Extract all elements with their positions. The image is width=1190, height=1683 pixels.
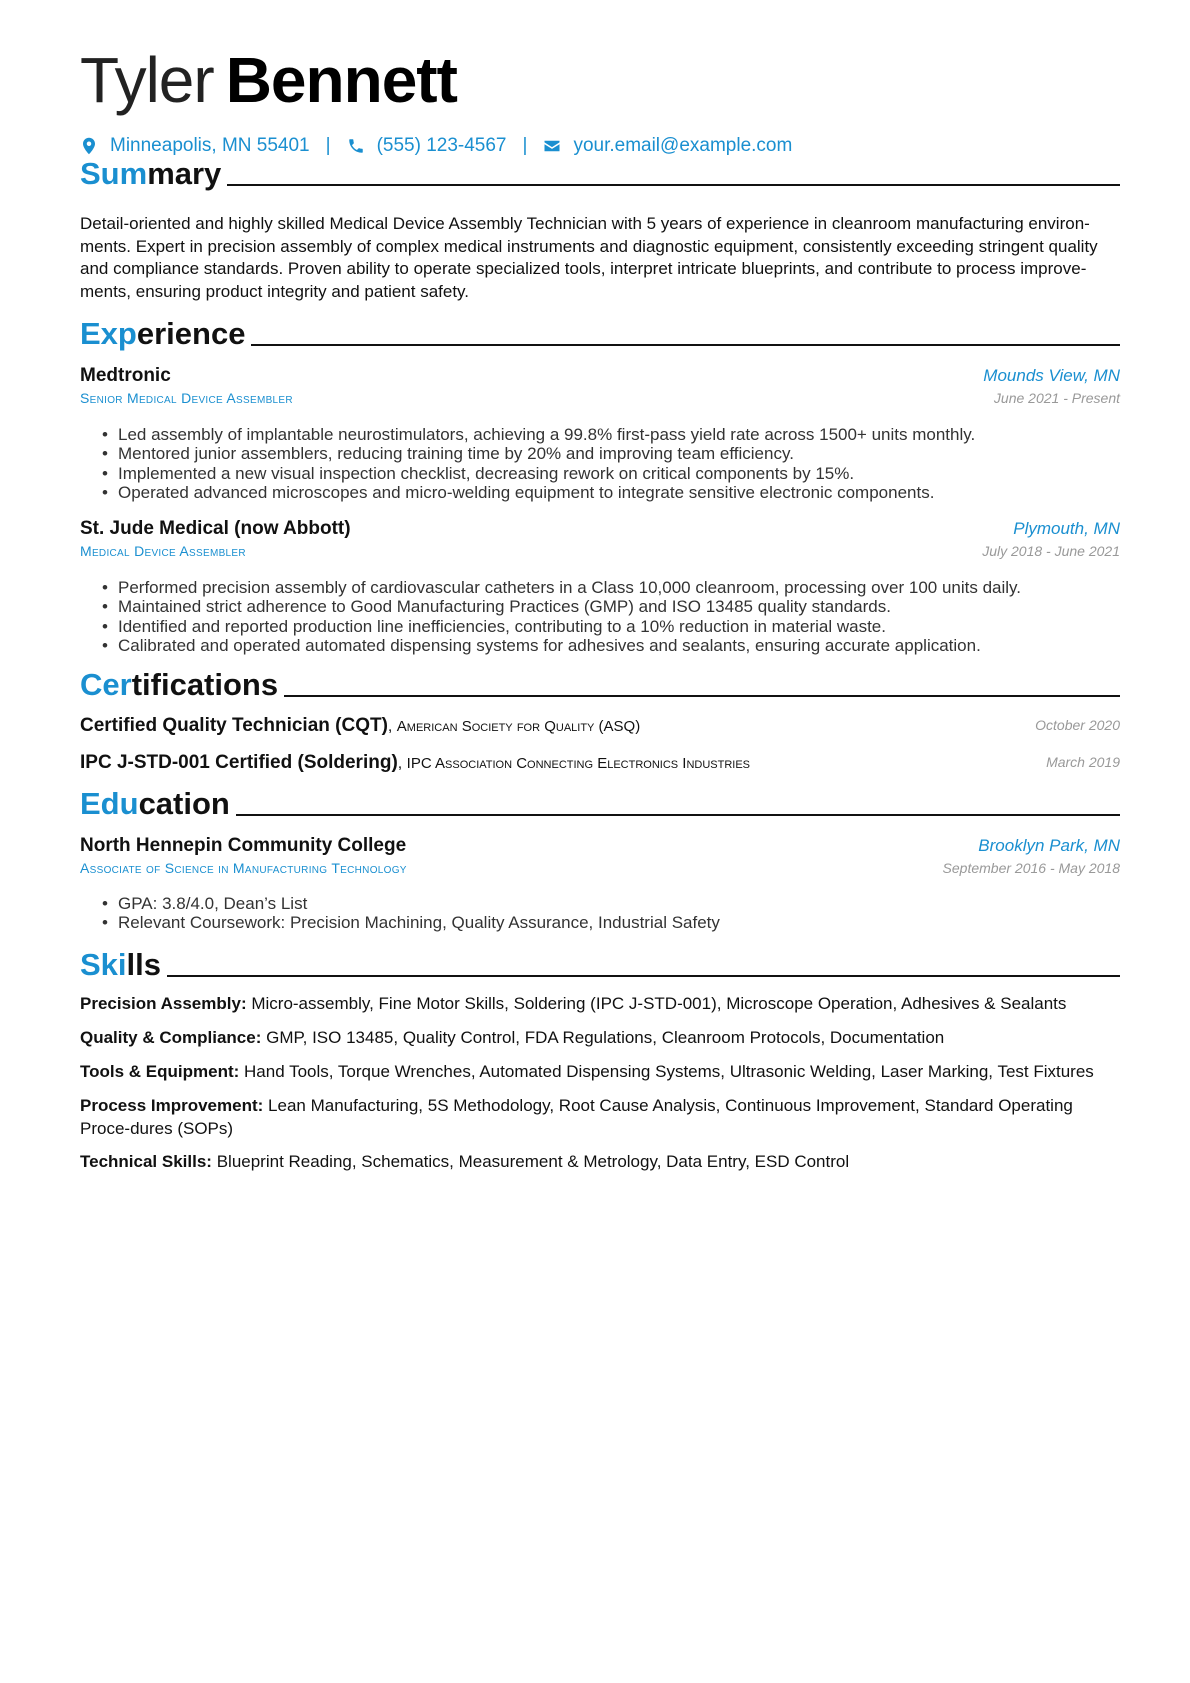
summary-heading: Summary: [80, 157, 1120, 191]
section-rule: [167, 975, 1120, 977]
job-location: Mounds View, MN: [983, 366, 1120, 385]
skill-values: Micro-assembly, Fine Motor Skills, Soldering (IPC J-STD-001), Microscope Operation, Adhesives & Sealants: [251, 994, 1067, 1013]
contact-email[interactable]: [543, 134, 792, 158]
skill-row: [80, 1061, 1120, 1084]
degree: Associate of Science in Manufacturing Technology: [80, 860, 407, 876]
certification-item: IPC J-STD-001 Certified (Soldering), IPC Association Connecting Electronics Industries March 2019: [80, 752, 1120, 773]
education-bullets: [102, 894, 1112, 933]
list-item: • Maintained strict adherence to Good Manufacturing Practices (GMP) and ISO 13485 quality standards.: [102, 597, 1112, 616]
skill-row: [80, 993, 1120, 1016]
experience-bullets: [102, 425, 1112, 503]
list-item: • Operated advanced microscopes and micro-welding equipment to integrate sensitive electronic components.: [102, 483, 1112, 502]
section-rule: [284, 695, 1120, 697]
skill-label: Process Improvement:: [80, 1096, 264, 1115]
list-item: • Implemented a new visual inspection checklist, decreasing rework on critical components by 15%.: [102, 464, 1112, 483]
phone-text: (555) 123-4567: [376, 135, 507, 156]
skill-row: [80, 1095, 1120, 1140]
list-item: • Identified and reported production line inefficiencies, contributing to a 10% reduction in material waste.: [102, 617, 1112, 636]
job-dates: July 2018 - June 2021: [982, 543, 1120, 559]
email-text: your.email@example.com: [573, 135, 793, 156]
skill-values: Hand Tools, Torque Wrenches, Automated Dispensing Systems, Ultrasonic Welding, Laser Marking, Test Fixtures: [244, 1062, 1094, 1081]
list-item: • GPA: 3.8/4.0, Dean’s List: [102, 894, 1112, 913]
list-item: • Relevant Coursework: Precision Machining, Quality Assurance, Industrial Safety: [102, 913, 1112, 932]
list-item: • Calibrated and operated automated dispensing systems for adhesives and sealants, ensuring accurate application.: [102, 636, 1112, 655]
list-item: • Led assembly of implantable neurostimulators, achieving a 99.8% first-pass yield rate across 1500+ units monthly.: [102, 425, 1112, 444]
education-heading: Education: [80, 787, 1120, 821]
contact-separator: |: [325, 135, 331, 156]
section-rule: [236, 814, 1120, 816]
contact-separator: |: [522, 135, 528, 156]
school-name: North Hennepin Community College: [80, 835, 407, 856]
skill-values: Lean Manufacturing, 5S Methodology, Root Cause Analysis, Continuous Improvement, Standard Operating Proce-dures (SOPs): [80, 1096, 1073, 1138]
certification-item: Certified Quality Technician (CQT), American Society for Quality (ASQ) October 2020: [80, 715, 1120, 736]
skill-label: Precision Assembly:: [80, 994, 247, 1013]
list-item: • Performed precision assembly of cardiovascular catheters in a Class 10,000 cleanroom, processing over 100 units daily.: [102, 578, 1112, 597]
contact-line: [80, 134, 792, 158]
job-dates: June 2021 - Present: [993, 390, 1120, 406]
skill-label: Technical Skills:: [80, 1152, 212, 1171]
certification-title: Certified Quality Technician (CQT): [80, 715, 388, 736]
job-title: Senior Medical Device Assembler: [80, 390, 293, 406]
skill-label: Tools & Equipment:: [80, 1062, 240, 1081]
envelope-icon: [543, 137, 561, 155]
experience-bullets: [102, 578, 1112, 656]
certification-title: IPC J-STD-001 Certified (Soldering): [80, 752, 398, 773]
job-title: Medical Device Assembler: [80, 543, 246, 559]
phone-icon: [347, 137, 365, 155]
summary-text: Detail-oriented and highly skilled Medical Device Assembly Technician with 5 years of experience in cleanroom manufacturing environ-ments. Expert in precision assembly of complex medical instruments and diagnostic equipment, consistently exceeding stringent quality and compliance standards. Proven ability to operate specialized tools, interpret intricate blueprints, and contribute to process improve-ments, ensuring product integrity and patient safety.: [80, 214, 1098, 301]
certification-date: March 2019: [1046, 754, 1120, 770]
certification-date: October 2020: [1035, 717, 1120, 733]
skill-values: Blueprint Reading, Schematics, Measurement & Metrology, Data Entry, ESD Control: [216, 1152, 850, 1171]
section-rule: [251, 344, 1120, 346]
education-dates: September 2016 - May 2018: [942, 860, 1120, 876]
last-name: Bennett: [225, 44, 457, 116]
job-location: Plymouth, MN: [1013, 519, 1120, 538]
certification-issuer: American Society for Quality (ASQ): [396, 718, 641, 735]
certification-issuer: IPC Association Connecting Electronics Industries: [406, 755, 751, 772]
location-text: Minneapolis, MN 55401: [110, 135, 310, 156]
section-rule: [227, 184, 1120, 186]
contact-phone[interactable]: [347, 134, 507, 158]
skill-values: GMP, ISO 13485, Quality Control, FDA Regulations, Cleanroom Protocols, Documentation: [266, 1028, 945, 1047]
first-name: Tyler: [80, 44, 214, 116]
school-location: Brooklyn Park, MN: [978, 836, 1120, 855]
experience-heading: Experience: [80, 317, 1120, 351]
skill-label: Quality & Compliance:: [80, 1028, 262, 1047]
candidate-name: [80, 44, 457, 116]
certifications-heading: Certifications: [80, 668, 1120, 702]
skill-row: [80, 1151, 1120, 1174]
contact-location: [80, 134, 310, 158]
skills-heading: Skills: [80, 948, 1120, 982]
map-pin-icon: [80, 137, 98, 155]
company-name: St. Jude Medical (now Abbott): [80, 518, 351, 539]
list-item: • Mentored junior assemblers, reducing training time by 20% and improving team efficiency.: [102, 444, 1112, 463]
skill-row: [80, 1027, 1120, 1050]
company-name: Medtronic: [80, 365, 171, 386]
